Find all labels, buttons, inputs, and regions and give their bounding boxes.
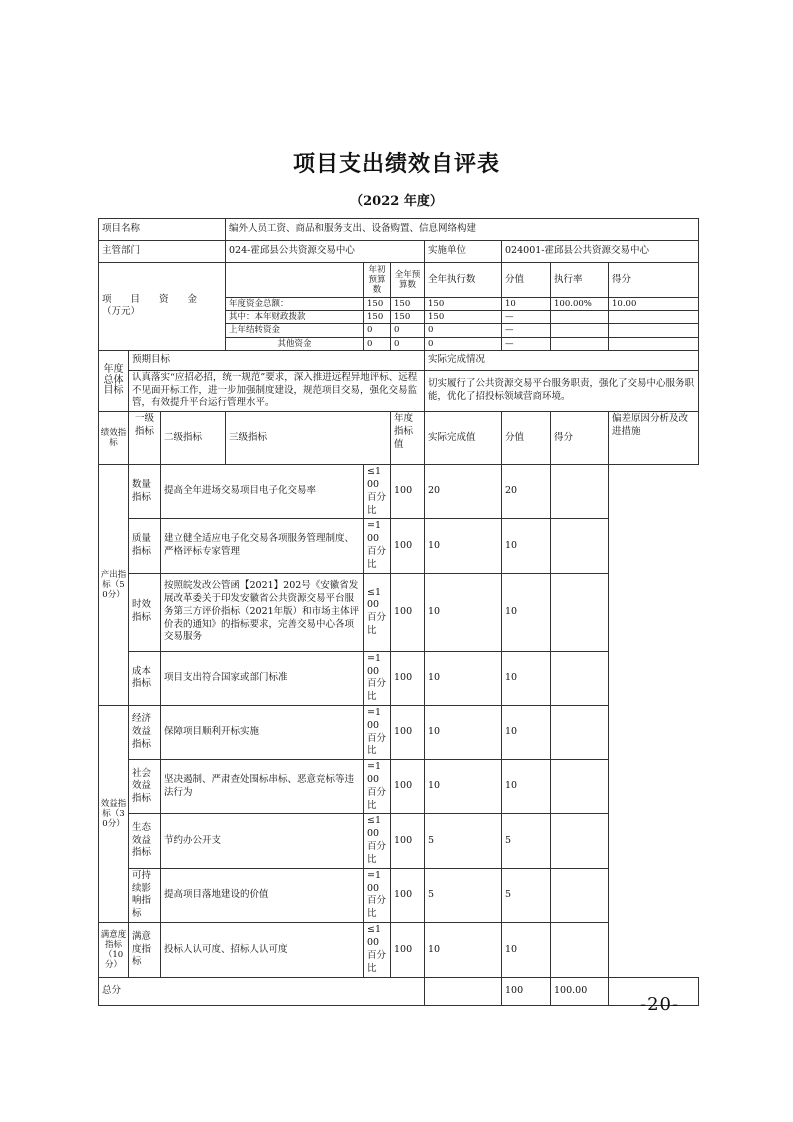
score-value: 10 [425,922,502,977]
indicator-row [99,465,699,519]
score-value: 10 [425,519,502,573]
header-value: 分值 [502,412,551,465]
deviation-analysis [551,465,609,519]
deviation-analysis [551,922,609,977]
deviation-analysis [551,651,609,705]
actual-value: 100 [391,573,425,651]
level3-indicator: 建立健全适应电子化交易各项服务管理制度、严格评标专家管理 [161,519,364,573]
fund-name: 年度资金总额： [226,298,364,311]
actual-completion-label: 实际完成情况 [425,350,699,370]
actual-completion-text: 切实履行了公共资源交易平台服务职责，强化了交易中心服务职能，优化了招投标领域营商环境。 [425,370,699,411]
level3-indicator: 按照皖发改公管函【2021】202号《安徽省发展改革委关于印发安徽省公共资源交易平台服务第三方评价指标（2021年版）和市场主体评价表的通知》的指标要求，完善交易中心各项交易服务 [161,573,364,651]
deviation-analysis [551,814,609,868]
score: 10 [502,519,551,573]
fund-score [609,337,699,350]
score: 10 [502,705,551,759]
level2-indicator: 质量指标 [129,519,161,573]
fund-score [609,324,699,337]
project-name-value: 编外人员工资、商品和服务支出、设备购置、信息网络构建 [226,219,699,241]
score: 5 [502,814,551,868]
total-row [99,977,699,1005]
funds-unit: （万元） [102,306,141,318]
indicator-row [99,651,699,705]
indicator-row [99,760,699,814]
fund-initial: 0 [364,337,391,350]
actual-value: 100 [391,760,425,814]
fund-exec-rate [551,311,609,324]
level3-indicator: 节约办公开支 [161,814,364,868]
fund-score-value: — [502,324,551,337]
deviation-analysis [551,705,609,759]
actual-value: 100 [391,651,425,705]
level2-indicator: 社会效益指标 [129,760,161,814]
score: 5 [502,868,551,922]
fund-executed: 0 [425,324,502,337]
indicator-row [99,868,699,922]
annual-target: ≤100百分比 [364,922,391,977]
project-name-label: 项目名称 [99,219,226,241]
level2-indicator: 经济效益指标 [129,705,161,759]
header-annual-budget: 全年预算数 [391,263,425,298]
header-exec-rate: 执行率 [551,263,609,298]
score-value: 10 [425,573,502,651]
fund-annual: 150 [391,298,425,311]
annual-target: ≤100百分比 [364,465,391,519]
header-level3: 三级指标 [226,412,391,465]
actual-value: 100 [391,465,425,519]
goal-label: 年度总体目标 [99,350,129,411]
header-deviation: 偏差原因分析及改进措施 [609,412,699,465]
level3-indicator: 项目支出符合国家或部门标准 [161,651,364,705]
header-score-value: 分值 [502,263,551,298]
unit-value: 024001-霍邱县公共资源交易中心 [502,241,699,263]
level3-indicator: 投标人认可度、招标人认可度 [161,922,364,977]
dept-label: 主管部门 [99,241,226,263]
indicator-header-row [99,412,699,465]
fund-name: 其他资金 [226,337,364,350]
annual-target: =100百分比 [364,760,391,814]
fund-executed: 0 [425,337,502,350]
header-score: 得分 [609,263,699,298]
level1-indicator: 产出指标（50分） [99,465,129,706]
actual-value: 100 [391,814,425,868]
page-title: 项目支出绩效自评表 [292,151,500,177]
annual-target: =100百分比 [364,868,391,922]
total-label: 总分 [99,977,425,1005]
total-value: 100 [502,977,551,1005]
fund-score: 10.00 [609,298,699,311]
header-actual: 实际完成值 [425,412,502,465]
fund-score [609,311,699,324]
indicator-row [99,705,699,759]
fund-annual: 0 [391,337,425,350]
actual-value: 100 [391,922,425,977]
score-value: 5 [425,868,502,922]
level2-indicator: 时效指标 [129,573,161,651]
header-initial-budget: 年初预算数 [364,263,391,298]
goal-content-row [99,370,699,411]
level3-indicator: 提高全年进场交易项目电子化交易率 [161,465,364,519]
fund-annual: 150 [391,311,425,324]
fund-exec-rate: 100.00% [551,298,609,311]
score-value: 10 [425,705,502,759]
performance-indicators-label: 绩效指标 [99,412,129,465]
fund-name: 其中：本年财政拨款 [226,311,364,324]
indicator-row [99,922,699,977]
unit-label: 实施单位 [425,241,502,263]
indicator-row [99,573,699,651]
indicator-row [99,519,699,573]
fund-annual: 0 [391,324,425,337]
actual-value: 100 [391,705,425,759]
score: 20 [502,465,551,519]
header-level1: 一级指标 [129,412,161,465]
page-number: -20- [640,994,680,1015]
fund-executed: 150 [425,298,502,311]
fund-name: 上年结转资金 [226,324,364,337]
level2-indicator: 数量指标 [129,465,161,519]
funds-label-text: 项 目 资 金 [102,293,198,305]
indicator-rows [99,465,699,978]
actual-value: 100 [391,519,425,573]
header-executed: 全年执行数 [425,263,502,298]
level3-indicator: 保障项目顺利开标实施 [161,705,364,759]
header-level2: 二级指标 [161,412,226,465]
level1-indicator: 满意度指标（10分） [99,922,129,977]
level2-indicator: 成本指标 [129,651,161,705]
dept-value: 024-霍邱县公共资源交易中心 [226,241,425,263]
goal-header-row [99,350,699,370]
annual-target: =100百分比 [364,651,391,705]
annual-target: ≤100百分比 [364,573,391,651]
score-value: 10 [425,651,502,705]
expected-goal-label: 预期目标 [129,350,425,370]
fund-exec-rate [551,337,609,350]
actual-value: 100 [391,868,425,922]
department-row [99,241,699,263]
score: 10 [502,651,551,705]
deviation-analysis [551,519,609,573]
level2-indicator: 生态效益指标 [129,814,161,868]
self-evaluation-table [98,218,699,1006]
level1-indicator: 效益指标（30分） [99,705,129,922]
level3-indicator: 坚决遏制、严肃查处围标串标、恶意竞标等违法行为 [161,760,364,814]
score-value: 20 [425,465,502,519]
fund-score-value: 10 [502,298,551,311]
deviation-analysis [551,760,609,814]
funds-header-row [99,263,699,298]
indicator-row [99,814,699,868]
project-name-row [99,219,699,241]
total-score: 100.00 [551,977,609,1005]
score: 10 [502,760,551,814]
expected-goal-text: 认真落实“应招必招，统一规范”要求，深入推进远程异地评标、远程不见面开标工作，进一步加强制度建设，规范项目交易，强化交易监管，有效提升平台运行管理水平。 [129,370,425,411]
level2-indicator: 满意度指标 [129,922,161,977]
annual-target: ≤100百分比 [364,814,391,868]
fund-score-value: — [502,337,551,350]
fund-executed: 150 [425,311,502,324]
funds-label [99,263,226,351]
page-subtitle: （2022 年度） [350,194,443,209]
annual-target: =100百分比 [364,519,391,573]
fund-initial: 0 [364,324,391,337]
annual-target: =100百分比 [364,705,391,759]
header-target: 年度指标值 [391,412,425,465]
fund-score-value: — [502,311,551,324]
score-value: 5 [425,814,502,868]
fund-exec-rate [551,324,609,337]
score-value: 10 [425,760,502,814]
level2-indicator: 可持续影响指标 [129,868,161,922]
header-score: 得分 [551,412,609,465]
deviation-analysis [551,868,609,922]
score: 10 [502,573,551,651]
level3-indicator: 提高项目落地建设的价值 [161,868,364,922]
fund-initial: 150 [364,298,391,311]
deviation-analysis [551,573,609,651]
fund-initial: 150 [364,311,391,324]
score: 10 [502,922,551,977]
